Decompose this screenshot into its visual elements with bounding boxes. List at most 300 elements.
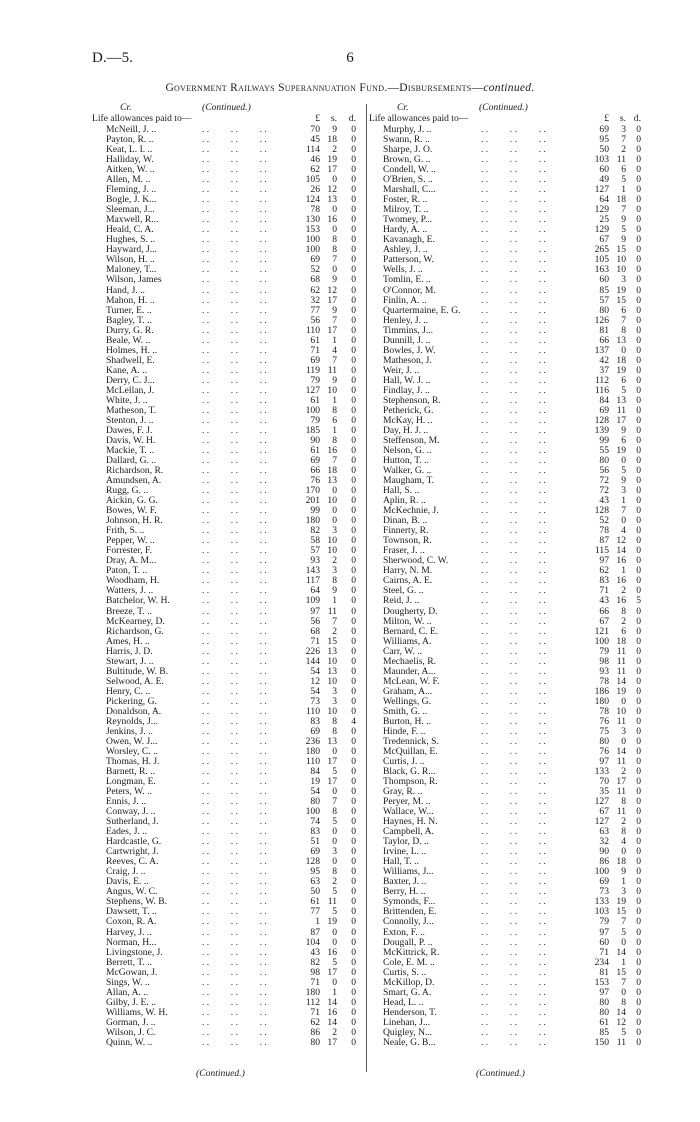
amount-shillings: 12 bbox=[327, 184, 337, 196]
leader-dots: . . . . . . bbox=[202, 826, 267, 838]
leader-dots: . . . . . . bbox=[202, 655, 267, 667]
table-row bbox=[92, 596, 364, 606]
amount-pence: 0 bbox=[351, 264, 356, 276]
entry-name: Watters, J. .. bbox=[106, 585, 154, 597]
entry-name: Berry, H. .. bbox=[383, 886, 426, 898]
entry-name: Maunder, A... bbox=[383, 665, 436, 677]
left-column bbox=[92, 103, 364, 1048]
amount-pounds: 100 bbox=[594, 866, 609, 878]
amount-pounds: 105 bbox=[305, 174, 320, 186]
leader-dots: . . . . . . bbox=[202, 284, 267, 296]
amount-shillings: 14 bbox=[616, 946, 626, 958]
amount-shillings: 14 bbox=[616, 1006, 626, 1018]
amount-shillings: 1 bbox=[332, 394, 337, 406]
amount-shillings: 15 bbox=[616, 294, 626, 306]
leader-dots: . . . . . . bbox=[202, 475, 267, 487]
amount-shillings: 15 bbox=[616, 966, 626, 978]
amount-shillings: 9 bbox=[621, 475, 626, 487]
amount-pounds: 153 bbox=[305, 224, 320, 236]
amount-pence: 0 bbox=[636, 745, 641, 757]
amount-pounds: 32 bbox=[310, 294, 320, 306]
amount-pence: 0 bbox=[636, 555, 641, 567]
amount-pounds: 19 bbox=[310, 776, 320, 788]
amount-pence: 0 bbox=[636, 916, 641, 928]
entry-name: Patterson, W. bbox=[383, 254, 434, 266]
entry-name: Wilson, H. .. bbox=[106, 254, 155, 266]
leader-dots: . . . . . . bbox=[481, 204, 546, 216]
amount-pence: 0 bbox=[351, 876, 356, 888]
leader-dots: . . . . . . bbox=[481, 495, 546, 507]
amount-shillings: 14 bbox=[327, 996, 337, 1008]
amount-pounds: 133 bbox=[594, 896, 609, 908]
entry-name: Hinde, F. .. bbox=[383, 725, 426, 737]
amount-pounds: 71 bbox=[599, 946, 609, 958]
amount-shillings: 8 bbox=[621, 826, 626, 838]
amount-pounds: 79 bbox=[599, 645, 609, 657]
leader-dots: . . . . . . bbox=[202, 445, 267, 456]
amount-pounds: 126 bbox=[594, 314, 609, 326]
leader-dots: . . . . . . bbox=[202, 866, 267, 878]
amount-pence: 0 bbox=[351, 976, 356, 988]
amount-pounds: 130 bbox=[305, 214, 320, 226]
amount-shillings: 2 bbox=[621, 816, 626, 828]
amount-pence: 0 bbox=[351, 555, 356, 567]
amount-pence: 0 bbox=[636, 445, 641, 456]
entry-name: Bogle, J. K... bbox=[106, 194, 157, 206]
amount-shillings: 19 bbox=[616, 896, 626, 908]
amount-pounds: 54 bbox=[310, 665, 320, 677]
leader-dots: . . . . . . bbox=[481, 475, 546, 487]
amount-pounds: 87 bbox=[599, 535, 609, 547]
amount-shillings: 0 bbox=[332, 485, 337, 497]
amount-pounds: 234 bbox=[594, 956, 609, 968]
leader-dots: . . . . . . bbox=[202, 605, 267, 617]
amount-pounds: 60 bbox=[599, 164, 609, 176]
entry-name: Mackie, T. .. bbox=[106, 445, 155, 456]
leader-dots: . . . . . . bbox=[202, 725, 267, 737]
amount-pence: 0 bbox=[351, 615, 356, 627]
amount-pence: 0 bbox=[636, 254, 641, 266]
leader-dots: . . . . . . bbox=[202, 856, 267, 868]
leader-dots: . . . . . . bbox=[481, 816, 546, 828]
amount-pence: 0 bbox=[636, 495, 641, 507]
entry-name: Findlay, J. .. bbox=[383, 384, 430, 396]
leader-dots: . . . . . . bbox=[202, 144, 267, 156]
entry-name: Durry, G. R. bbox=[106, 324, 154, 336]
amount-shillings: 4 bbox=[621, 525, 626, 537]
entry-name: White, J. .. bbox=[106, 394, 148, 406]
leader-dots: . . . . . . bbox=[202, 755, 267, 767]
entry-name: Davis, W. H. bbox=[106, 434, 156, 446]
entry-name: Breeze, T. .. bbox=[106, 605, 152, 617]
entry-name: Hardcastle, G. bbox=[106, 836, 162, 848]
amount-pence: 0 bbox=[351, 575, 356, 587]
leader-dots: . . . . . . bbox=[481, 224, 546, 236]
amount-pounds: 112 bbox=[594, 374, 609, 386]
amount-pounds: 100 bbox=[305, 234, 320, 246]
leader-dots: . . . . . . bbox=[481, 635, 546, 647]
leader-dots: . . . . . . bbox=[202, 1016, 267, 1028]
leader-dots: . . . . . . bbox=[202, 956, 267, 968]
amount-pounds: 56 bbox=[599, 465, 609, 477]
amount-pence: 0 bbox=[351, 505, 356, 517]
entry-name: Campbell, A. bbox=[383, 826, 434, 838]
amount-pence: 0 bbox=[351, 354, 356, 366]
amount-shillings: 3 bbox=[621, 886, 626, 898]
amount-shillings: 8 bbox=[332, 715, 337, 727]
entry-name: Holmes, H. .. bbox=[106, 344, 158, 356]
amount-pounds: 86 bbox=[599, 856, 609, 868]
amount-shillings: 5 bbox=[332, 766, 337, 777]
amount-pence: 0 bbox=[636, 946, 641, 958]
amount-shillings: 9 bbox=[332, 274, 337, 286]
amount-shillings: 17 bbox=[327, 164, 337, 176]
amount-shillings: 13 bbox=[616, 334, 626, 346]
amount-pounds: 75 bbox=[599, 725, 609, 737]
right-footer-continued: (Continued.) bbox=[476, 1068, 525, 1079]
leader-dots: . . . . . . bbox=[202, 134, 267, 146]
amount-shillings: 18 bbox=[327, 134, 337, 146]
entry-name: Neale, G. B... bbox=[383, 1036, 436, 1048]
amount-pounds: 129 bbox=[594, 224, 609, 236]
amount-pounds: 1 bbox=[315, 916, 320, 928]
amount-pence: 0 bbox=[636, 725, 641, 737]
entry-name: Bowes, W. F. bbox=[106, 505, 157, 517]
amount-pounds: 69 bbox=[599, 124, 609, 135]
amount-pounds: 78 bbox=[599, 525, 609, 537]
leader-dots: . . . . . . bbox=[202, 976, 267, 988]
amount-shillings: 14 bbox=[616, 745, 626, 757]
amount-pence: 0 bbox=[351, 274, 356, 286]
amount-shillings: 7 bbox=[621, 976, 626, 988]
entry-name: Marshall, C... bbox=[383, 184, 436, 196]
unit-shillings: s. bbox=[330, 113, 337, 124]
leader-dots: . . . . . . bbox=[481, 896, 546, 908]
amount-pounds: 56 bbox=[310, 615, 320, 627]
leader-dots: . . . . . . bbox=[481, 966, 546, 978]
amount-pounds: 85 bbox=[599, 1026, 609, 1038]
amount-shillings: 0 bbox=[332, 836, 337, 848]
amount-shillings: 13 bbox=[327, 194, 337, 206]
leader-dots: . . . . . . bbox=[202, 886, 267, 898]
leader-dots: . . . . . . bbox=[481, 344, 546, 356]
amount-pence: 0 bbox=[351, 806, 356, 818]
entry-name: Woodham, H. bbox=[106, 575, 160, 587]
amount-pounds: 105 bbox=[594, 254, 609, 266]
amount-pounds: 98 bbox=[599, 655, 609, 667]
amount-pounds: 69 bbox=[599, 404, 609, 416]
leader-dots: . . . . . . bbox=[481, 685, 546, 697]
amount-pence: 0 bbox=[636, 424, 641, 436]
entry-name: Kavanagh, E. bbox=[383, 234, 435, 246]
amount-pounds: 49 bbox=[599, 174, 609, 186]
amount-shillings: 5 bbox=[621, 926, 626, 938]
amount-pounds: 81 bbox=[599, 966, 609, 978]
amount-shillings: 6 bbox=[621, 625, 626, 637]
entry-name: Payton, R. .. bbox=[106, 134, 154, 146]
amount-pence: 0 bbox=[351, 344, 356, 356]
entry-name: Sharpe, J. O. bbox=[383, 144, 433, 156]
amount-pence: 0 bbox=[636, 244, 641, 256]
amount-pence: 0 bbox=[351, 445, 356, 456]
amount-shillings: 0 bbox=[621, 695, 626, 707]
amount-pounds: 55 bbox=[599, 445, 609, 456]
amount-pence: 0 bbox=[351, 685, 356, 697]
leader-dots: . . . . . . bbox=[481, 916, 546, 928]
amount-pounds: 99 bbox=[310, 505, 320, 517]
amount-pounds: 69 bbox=[310, 846, 320, 858]
continued-label: (Continued.) bbox=[479, 102, 528, 113]
entry-name: Haynes, H. N. bbox=[383, 816, 438, 828]
leader-dots: . . . . . . bbox=[202, 906, 267, 918]
leader-dots: . . . . . . bbox=[481, 214, 546, 226]
amount-shillings: 6 bbox=[621, 374, 626, 386]
amount-pence: 0 bbox=[636, 786, 641, 798]
entry-name: Peryer, M. .. bbox=[383, 796, 431, 808]
entry-name: O'Connor, M. bbox=[383, 284, 436, 296]
amount-pounds: 265 bbox=[594, 244, 609, 256]
amount-pounds: 50 bbox=[310, 886, 320, 898]
leader-dots: . . . . . . bbox=[202, 254, 267, 266]
amount-shillings: 8 bbox=[332, 575, 337, 587]
amount-pounds: 68 bbox=[310, 274, 320, 286]
amount-pence: 0 bbox=[636, 154, 641, 166]
amount-pence: 0 bbox=[636, 876, 641, 888]
amount-pence: 0 bbox=[351, 906, 356, 918]
amount-pounds: 45 bbox=[310, 134, 320, 146]
amount-shillings: 7 bbox=[332, 354, 337, 366]
entry-name: Curtis, J. .. bbox=[383, 755, 425, 767]
entry-name: Reid, J. .. bbox=[383, 595, 420, 607]
entry-name: Paton, T. .. bbox=[106, 565, 148, 577]
amount-shillings: 0 bbox=[332, 174, 337, 186]
amount-shillings: 5 bbox=[332, 816, 337, 828]
leader-dots: . . . . . . bbox=[481, 986, 546, 998]
amount-pence: 0 bbox=[636, 264, 641, 276]
leader-dots: . . . . . . bbox=[202, 625, 267, 637]
entry-name: Sutherland, J. bbox=[106, 816, 159, 828]
amount-pounds: 79 bbox=[310, 414, 320, 426]
amount-pounds: 139 bbox=[594, 424, 609, 436]
entry-name: Johnson, H. R. bbox=[106, 515, 163, 527]
amount-shillings: 10 bbox=[616, 705, 626, 717]
amount-shillings: 3 bbox=[621, 124, 626, 135]
amount-shillings: 13 bbox=[616, 394, 626, 406]
document-reference: D.—5. bbox=[92, 50, 133, 66]
amount-pence: 0 bbox=[636, 896, 641, 908]
amount-pounds: 61 bbox=[310, 445, 320, 456]
leader-dots: . . . . . . bbox=[202, 685, 267, 697]
leader-dots: . . . . . . bbox=[202, 575, 267, 587]
amount-shillings: 2 bbox=[332, 555, 337, 567]
leader-dots: . . . . . . bbox=[202, 154, 267, 166]
leader-dots: . . . . . . bbox=[202, 414, 267, 426]
amount-pounds: 116 bbox=[594, 384, 609, 396]
entry-name: Angus, W. C. bbox=[106, 886, 158, 898]
leader-dots: . . . . . . bbox=[202, 675, 267, 687]
leader-dots: . . . . . . bbox=[481, 545, 546, 557]
entry-name: Exton, F. .. bbox=[383, 926, 425, 938]
amount-pounds: 133 bbox=[594, 766, 609, 777]
section-label: Life allowances paid to— bbox=[92, 113, 192, 124]
amount-pence: 0 bbox=[351, 374, 356, 386]
amount-pence: 0 bbox=[636, 505, 641, 517]
amount-pence: 0 bbox=[636, 856, 641, 868]
entry-name: Dawes, F. J. bbox=[106, 424, 153, 436]
leader-dots: . . . . . . bbox=[481, 575, 546, 587]
leader-dots: . . . . . . bbox=[481, 906, 546, 918]
amount-pence: 0 bbox=[636, 184, 641, 196]
amount-pence: 0 bbox=[351, 846, 356, 858]
leader-dots: . . . . . . bbox=[202, 354, 267, 366]
amount-shillings: 7 bbox=[621, 134, 626, 146]
amount-pence: 0 bbox=[351, 585, 356, 597]
amount-pence: 0 bbox=[636, 816, 641, 828]
amount-pence: 0 bbox=[636, 304, 641, 316]
amount-shillings: 19 bbox=[616, 364, 626, 376]
leader-dots: . . . . . . bbox=[481, 304, 546, 316]
amount-shillings: 2 bbox=[621, 585, 626, 597]
amount-shillings: 12 bbox=[616, 1016, 626, 1028]
amount-pence: 0 bbox=[351, 886, 356, 898]
amount-shillings: 19 bbox=[616, 685, 626, 697]
entry-name: Aplin, R. .. bbox=[383, 495, 426, 507]
amount-shillings: 0 bbox=[621, 344, 626, 356]
amount-pence: 0 bbox=[351, 665, 356, 677]
leader-dots: . . . . . . bbox=[481, 976, 546, 988]
amount-shillings: 17 bbox=[327, 1036, 337, 1048]
amount-pence: 0 bbox=[351, 595, 356, 607]
leader-dots: . . . . . . bbox=[202, 946, 267, 958]
leader-dots: . . . . . . bbox=[202, 174, 267, 186]
leader-dots: . . . . . . bbox=[202, 1026, 267, 1038]
entry-name: Gilby, J. E. .. bbox=[106, 996, 157, 1008]
entry-name: Norman, H... bbox=[106, 936, 157, 948]
amount-pounds: 95 bbox=[599, 134, 609, 146]
amount-pounds: 61 bbox=[310, 394, 320, 406]
entry-name: Ashley, J. .. bbox=[383, 244, 428, 256]
amount-shillings: 8 bbox=[332, 725, 337, 737]
leader-dots: . . . . . . bbox=[202, 786, 267, 798]
amount-pounds: 67 bbox=[599, 806, 609, 818]
entry-name: Steel, G. .. bbox=[383, 585, 424, 597]
entry-name: Dinan, B. .. bbox=[383, 515, 428, 527]
amount-pounds: 163 bbox=[594, 264, 609, 276]
amount-shillings: 16 bbox=[327, 445, 337, 456]
amount-pence: 0 bbox=[351, 816, 356, 828]
table-row bbox=[92, 275, 364, 285]
entry-name: McKay, H. .. bbox=[383, 414, 433, 426]
amount-pence: 0 bbox=[351, 1026, 356, 1038]
amount-pounds: 82 bbox=[310, 956, 320, 968]
table-row bbox=[369, 275, 641, 285]
leader-dots: . . . . . . bbox=[202, 936, 267, 948]
amount-pence: 0 bbox=[636, 525, 641, 537]
amount-pounds: 86 bbox=[310, 1026, 320, 1038]
amount-pence: 0 bbox=[351, 956, 356, 968]
leader-dots: . . . . . . bbox=[202, 324, 267, 336]
amount-shillings: 0 bbox=[332, 505, 337, 517]
right-entries bbox=[369, 125, 641, 1048]
amount-pence: 0 bbox=[636, 996, 641, 1008]
amount-pence: 0 bbox=[636, 715, 641, 727]
amount-shillings: 16 bbox=[327, 214, 337, 226]
amount-pounds: 46 bbox=[310, 154, 320, 166]
entry-name: Williams, W. H. bbox=[106, 1006, 168, 1018]
amount-pounds: 97 bbox=[599, 926, 609, 938]
amount-shillings: 11 bbox=[616, 806, 626, 818]
leader-dots: . . . . . . bbox=[202, 294, 267, 306]
entry-name: Murphy, J. .. bbox=[383, 124, 432, 135]
amount-shillings: 0 bbox=[332, 936, 337, 948]
entry-name: Curtis, S. .. bbox=[383, 966, 427, 978]
amount-pence: 0 bbox=[636, 354, 641, 366]
amount-shillings: 11 bbox=[327, 896, 337, 908]
amount-shillings: 5 bbox=[621, 384, 626, 396]
amount-pounds: 83 bbox=[310, 715, 320, 727]
amount-pounds: 129 bbox=[594, 204, 609, 216]
amount-pence: 0 bbox=[351, 184, 356, 196]
entry-name: Aitken, W. .. bbox=[106, 164, 155, 176]
leader-dots: . . . . . . bbox=[202, 394, 267, 406]
amount-pounds: 74 bbox=[310, 816, 320, 828]
amount-shillings: 0 bbox=[621, 455, 626, 467]
amount-pence: 0 bbox=[351, 946, 356, 958]
entry-name: McQuillan, E. bbox=[383, 745, 438, 757]
amount-pounds: 66 bbox=[310, 465, 320, 477]
amount-shillings: 9 bbox=[332, 304, 337, 316]
amount-pence: 0 bbox=[351, 645, 356, 657]
entry-name: Linehan, J... bbox=[383, 1016, 431, 1028]
leader-dots: . . . . . . bbox=[481, 1036, 546, 1048]
amount-shillings: 18 bbox=[327, 465, 337, 477]
amount-pence: 0 bbox=[636, 846, 641, 858]
amount-pounds: 100 bbox=[305, 404, 320, 416]
amount-shillings: 10 bbox=[616, 264, 626, 276]
amount-pence: 0 bbox=[351, 204, 356, 216]
amount-pence: 0 bbox=[351, 786, 356, 798]
leader-dots: . . . . . . bbox=[202, 1036, 267, 1048]
amount-pounds: 80 bbox=[599, 1006, 609, 1018]
amount-shillings: 6 bbox=[621, 434, 626, 446]
leader-dots: . . . . . . bbox=[202, 495, 267, 507]
entry-name: Mahon, H. .. bbox=[106, 294, 155, 306]
amount-pence: 0 bbox=[351, 465, 356, 477]
entry-name: Pepper, W. .. bbox=[106, 535, 155, 547]
leader-dots: . . . . . . bbox=[481, 274, 546, 286]
entry-name: Bowles, J. W. bbox=[383, 344, 436, 356]
amount-pence: 0 bbox=[636, 695, 641, 707]
amount-shillings: 0 bbox=[332, 264, 337, 276]
amount-pence: 0 bbox=[351, 796, 356, 808]
leader-dots: . . . . . . bbox=[202, 314, 267, 326]
entry-name: Jenkins, J. .. bbox=[106, 725, 153, 737]
entry-name: Symonds, F... bbox=[383, 896, 436, 908]
amount-shillings: 12 bbox=[327, 284, 337, 296]
amount-pence: 0 bbox=[636, 194, 641, 206]
amount-shillings: 17 bbox=[327, 755, 337, 767]
leader-dots: . . . . . . bbox=[481, 665, 546, 677]
amount-pence: 0 bbox=[636, 144, 641, 156]
entry-name: Quinn, W. .. bbox=[106, 1036, 153, 1048]
amount-pence: 0 bbox=[636, 836, 641, 848]
amount-pence: 0 bbox=[636, 826, 641, 838]
entry-name: Swann, R. .. bbox=[383, 134, 430, 146]
leader-dots: . . . . . . bbox=[202, 555, 267, 567]
leader-dots: . . . . . . bbox=[202, 274, 267, 286]
amount-pence: 0 bbox=[636, 635, 641, 647]
entry-name: Matheson, J. bbox=[383, 354, 432, 366]
